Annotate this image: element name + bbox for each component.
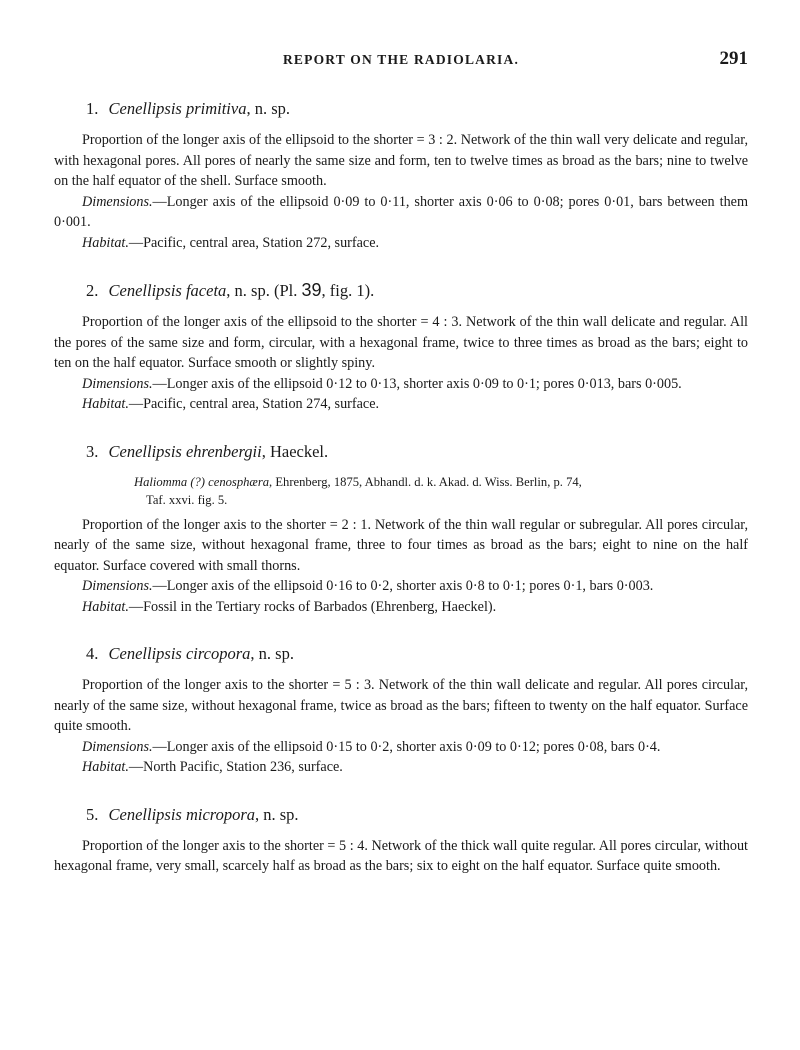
species-dimensions: [54, 374, 748, 395]
species-description: Proportion of the longer axis to the shorter = 2 : 1. Network of the thin wall regular or subregular. All pores circular, nearly of the same size, without hexagonal frame, three to four times as broad as the bars; eight to nine on the half equator. Surface covered with small thorns.: [54, 516, 748, 574]
species-dimensions: [54, 192, 748, 233]
species-entry-5: [54, 804, 748, 877]
species-entry-4: [54, 643, 748, 778]
synonym-name: Haliomma (?) cenosphæra: [134, 474, 270, 489]
species-name: Cenellipsis micropora: [108, 804, 256, 824]
page: [54, 0, 748, 903]
plate-prefix: (Pl.: [269, 281, 302, 300]
dimensions-text: —Longer axis of the ellipsoid 0·15 to 0·2, shorter axis 0·09 to 0·12; pores 0·08, bars 0·4.: [152, 738, 661, 755]
species-description: Proportion of the longer axis of the ellipsoid to the shorter = 4 : 3. Network of the thin wall delicate and regular. All the pores of the same size and form, circular, with a hexagonal frame, twice to three times as broad as the bars; eight to ten on the half equator. Surface smooth or slightly spiny.: [54, 314, 748, 371]
habitat-label: Habitat.: [82, 234, 129, 251]
species-suffix: , n. sp.: [250, 644, 294, 663]
habitat-label: Habitat.: [82, 598, 129, 615]
synonym-reference-continued: Taf. xxvi. fig. 5.: [146, 492, 228, 507]
species-name: Cenellipsis faceta: [108, 281, 227, 300]
habitat-text: —North Pacific, Station 236, surface.: [128, 759, 343, 775]
species-heading: [86, 804, 748, 826]
species-dimensions: [54, 576, 748, 597]
plate-number: 39: [301, 280, 322, 300]
species-description: Proportion of the longer axis of the ellipsoid to the shorter = 3 : 2. Network of the thin wall very delicate and regular, with hexagonal pores. All pores of nearly the same size and form, ten to twelve times as broad as the bars; nine to twelve on the half equator of the shell. Surface smooth.: [54, 132, 748, 189]
habitat-text: —Fossil in the Tertiary rocks of Barbados (Ehrenberg, Haeckel).: [128, 598, 497, 615]
habitat-label: Habitat.: [82, 396, 129, 412]
species-habitat: [54, 394, 748, 415]
species-name: Cenellipsis ehrenbergii: [108, 441, 262, 461]
species-entry-1: [54, 98, 748, 253]
dimensions-label: Dimensions.: [82, 578, 153, 594]
species-suffix: , n. sp.: [246, 99, 291, 118]
habitat-text: —Pacific, central area, Station 274, surface.: [128, 396, 380, 412]
species-heading: [86, 98, 748, 120]
species-suffix: , n. sp.: [255, 804, 299, 824]
species-description: Proportion of the longer axis to the shorter = 5 : 3. Network of the thin wall delicate and regular. All pores circular, nearly of the same size, without hexagonal frame, twice as broad as the bars; fifteen to twenty on the half equator. Surface quite smooth.: [54, 677, 748, 734]
species-name: Cenellipsis primitiva: [108, 99, 247, 118]
dimensions-text: —Longer axis of the ellipsoid 0·16 to 0·2, shorter axis 0·8 to 0·1; pores 0·1, bars 0·003.: [152, 578, 654, 594]
species-heading: [86, 441, 748, 463]
species-number: 3.: [86, 441, 99, 461]
synonym-citation: [54, 473, 748, 509]
species-suffix: , n. sp.: [226, 281, 270, 300]
dimensions-label: Dimensions.: [82, 193, 153, 210]
running-title: REPORT ON THE RADIOLARIA.: [282, 52, 520, 67]
habitat-text: —Pacific, central area, Station 272, surface.: [128, 234, 380, 251]
dimensions-label: Dimensions.: [82, 375, 153, 392]
synonym-reference: , Ehrenberg, 1875, Abhandl. d. k. Akad. d. Wiss. Berlin, p. 74,: [269, 474, 582, 489]
dimensions-label: Dimensions.: [82, 738, 153, 755]
species-dimensions: [54, 737, 748, 758]
dimensions-text: —Longer axis of the ellipsoid 0·09 to 0·11, shorter axis 0·06 to 0·08; pores 0·01, bars between them 0·001.: [54, 193, 748, 230]
species-habitat: [54, 757, 748, 778]
species-number: 5.: [86, 804, 99, 824]
species-habitat: [54, 597, 748, 618]
species-name: Cenellipsis circopora: [108, 644, 251, 663]
species-description: Proportion of the longer axis to the shorter = 5 : 4. Network of the thick wall quite regular. All pores circular, without hexagonal frame, very small, scarcely half as broad as the bars; six to eight on the half equator. Surface quite smooth.: [54, 837, 748, 874]
species-suffix: , Haeckel.: [261, 441, 329, 461]
species-heading: [86, 643, 748, 665]
page-number: 291: [719, 48, 748, 69]
dimensions-text: —Longer axis of the ellipsoid 0·12 to 0·13, shorter axis 0·09 to 0·1; pores 0·013, bars 0·005.: [152, 375, 682, 392]
habitat-label: Habitat.: [82, 759, 129, 775]
species-entry-3: [54, 441, 748, 618]
species-number: 2.: [86, 281, 99, 300]
species-heading: [86, 279, 748, 302]
running-header: [54, 48, 748, 72]
species-habitat: [54, 233, 748, 254]
species-number: 4.: [86, 644, 99, 663]
species-number: 1.: [86, 99, 99, 118]
plate-suffix: , fig. 1).: [321, 281, 375, 300]
species-entry-2: [54, 279, 748, 415]
